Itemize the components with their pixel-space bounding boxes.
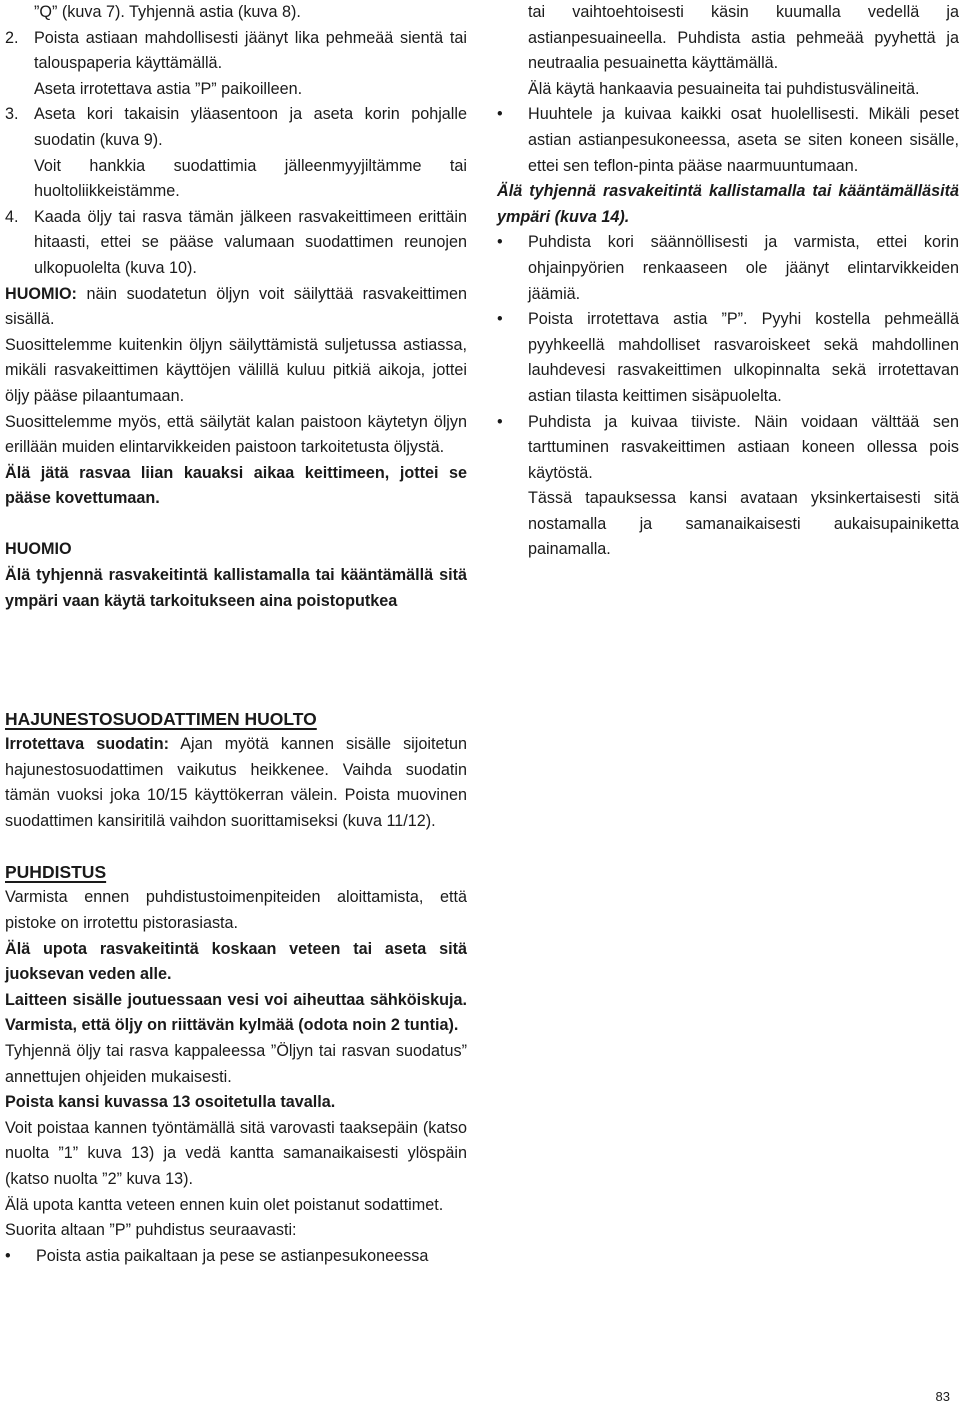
huomio-label: HUOMIO: [5,284,77,303]
filter-paragraph [5,732,467,834]
unplug-paragraph: Varmista ennen puhdistustoimenpiteiden aloittamista, että pistoke on irrotettu pistorasiasta. [5,888,467,932]
filter-submerge-paragraph: Älä upota kantta veteen ennen kuin olet poistanut sodattimet. [5,1195,444,1214]
hardening-warning: Älä jätä rasvaa liian kauaksi aikaa keittimeen, jottei se pääse kovettumaan. [5,463,467,508]
lid-removal-paragraph: Voit poistaa kannen työntämällä sitä varovasti taaksepäin (katso nuolta ”1” kuva 13) ja vedä kantta samanaikaisesti ylöspäin (katso nuolta ”2” kuva 13). [5,1118,467,1188]
shock-warning: Laitteen sisälle joutuessaan vesi voi aiheuttaa sähköiskuja. Varmista, että öljy on riittävän kylmää (odota noin 2 tuntia). [5,990,467,1035]
dishwasher-text: tai vaihtoehtoisesti käsin kuumalla vedellä ja astianpesuaineella. Puhdista astia pehmeää pyyhettä ja neutraalia pesuainetta käyttämällä. [528,3,959,73]
filter-label: Irrotettava suodatin: [5,735,170,753]
step-text: Kaada öljy tai rasva tämän jälkeen rasvakeittimeen erittäin hitaasti, ettei se pääse valumaan suodattimen reunojen ulkopuolelta (kuva 10). [34,207,467,277]
bullet: • [497,233,503,252]
huomio-note [5,282,467,333]
lower-left-column [5,706,467,1269]
list-item [497,230,959,307]
list-item [497,307,959,409]
step-text: Poista astiaan mahdollisesti jäänyt lika pehmeää sientä tai talouspaperia käyttämällä. [34,28,467,73]
list-item [5,1244,467,1270]
bullet: • [497,105,503,124]
left-column [5,0,467,614]
step-number: 4. [5,207,19,226]
step-2-continuation: Aseta irrotettava astia ”P” paikoilleen. [34,79,303,98]
page-number: 83 [935,1389,950,1404]
fish-oil-paragraph: Suosittelemme myös, että säilytät kalan paistoon käytetyn öljyn erillään muiden elintarvikkeiden paistoon tarkoitetusta öljystä. [5,412,467,457]
section-heading-filter: HAJUNESTOSUODATTIMEN HUOLTO [5,709,317,729]
list-item-text: Puhdista kori säännöllisesti ja varmista, ettei korin ohjainpyörien renkaaseen ole jäänyt elintarvikkeiden jäämiä. [528,233,959,303]
step-number: 3. [5,105,19,124]
bullet: • [497,412,503,431]
remove-lid-instruction: Poista kansi kuvassa 13 osoitetulla tavalla. [5,1093,336,1112]
bullet: • [497,310,503,329]
list-item-text: Poista irrotettava astia ”P”. Pyyhi kostella pehmeällä pyyhkeellä mahdolliset rasvaroiskeet sekä mahdollinen lauhdevesi rasvakeittimen ulkopinnalta sekä irrotettavan astian tilasta keittimen sisäpuolelta. [528,310,959,405]
lid-opening-text: Tässä tapauksessa kansi avataan yksinkertaisesti sitä nostamalla ja samanaikaisesti aukaisupainiketta painamalla. [528,489,959,559]
list-item-text: Huuhtele ja kuivaa kaikki osat huolellisesti. Mikäli peset astian astianpesukoneessa, aseta se siten koneen sisälle, ettei sen teflon-pinta pääse naarmuuntumaan. [528,105,959,175]
step-3-continuation: Voit hankkia suodattimia jälleenmyyjiltämme tai huoltoliikkeistämme. [34,156,467,201]
step-1-continuation: ”Q” (kuva 7). Tyhjennä astia (kuva 8). [34,3,301,21]
list-item-text: Poista astia paikaltaan ja pese se astianpesukoneessa [36,1246,429,1265]
step-3 [5,102,467,153]
bullet: • [5,1246,11,1265]
basin-cleaning-intro: Suorita altaan ”P” puhdistus seuraavasti: [5,1221,297,1240]
huomio-heading: HUOMIO [5,540,72,559]
step-4 [5,205,467,282]
right-column [497,0,959,563]
filter-text: Ajan myötä kannen sisälle sijoitetun hajunestosuodattimen vaikutus heikkenee. Vaihda suodatin tämän vuoksi joka 10/15 käyttökerran välein. Poista muovinen suodattimen kansiritilä vaihdon suorittamiseksi (kuva 11/12). [5,735,467,830]
step-2 [5,26,467,77]
huomio-warning: Älä tyhjennä rasvakeitintä kallistamalla tai kääntämällä sitä ympäri vaan käytä tarkoitukseen aina poistoputkea [5,566,467,610]
step-number: 2. [5,28,19,47]
tilt-warning: Älä tyhjennä rasvakeitintä kallistamalla tai kääntämälläsitä ympäri (kuva 14). [497,182,959,226]
huomio-text: näin suodatetun öljyn voit säilyttää rasvakeittimen sisällä. [5,284,467,329]
abrasive-warning: Älä käytä hankaavia pesuaineita tai puhdistusvälineitä. [528,79,920,98]
step-text: Aseta kori takaisin yläasentoon ja aseta korin pohjalle suodatin (kuva 9). [34,105,467,149]
empty-oil-paragraph: Tyhjennä öljy tai rasva kappaleessa ”Öljyn tai rasvan suodatus” annettujen ohjeiden mukaisesti. [5,1041,467,1086]
storage-paragraph: Suosittelemme kuitenkin öljyn säilyttämistä suljetussa astiassa, mikäli rasvakeittimen käyttöjen välillä kuluu pitkiä aikoja, jottei öljy pääse pilaantumaan. [5,335,467,405]
water-warning: Älä upota rasvakeitintä koskaan veteen tai aseta sitä juoksevan veden alle. [5,939,467,984]
list-item [497,410,959,487]
section-heading-cleaning: PUHDISTUS [5,862,107,883]
list-item-text: Puhdista ja kuivaa tiiviste. Näin voidaan välttää sen tarttuminen rasvakeittimen astiaan koneen ollessa pois käytöstä. [528,412,959,482]
list-item [497,102,959,179]
